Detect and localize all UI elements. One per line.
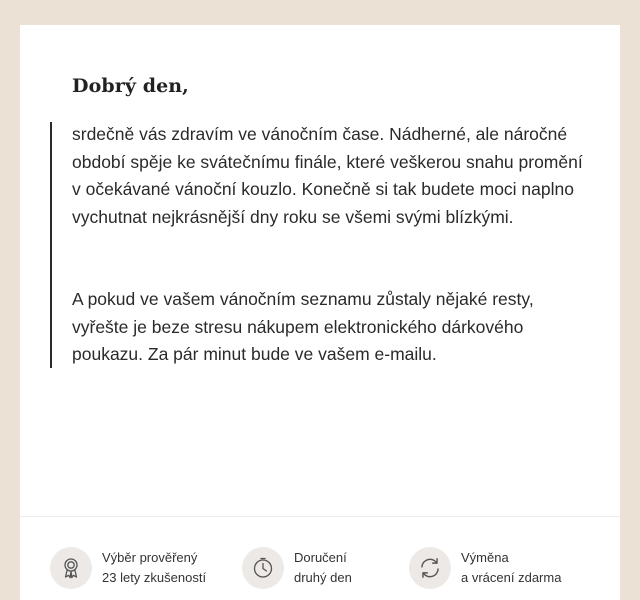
email-card xyxy=(20,25,620,600)
footer-divider xyxy=(20,516,620,517)
feature-title: Doručení xyxy=(294,550,347,565)
feature-subtitle: druhý den xyxy=(294,570,352,585)
greeting-heading: Dobrý den, xyxy=(72,75,189,97)
clock-icon xyxy=(242,547,284,589)
refresh-arrows-icon xyxy=(409,547,451,589)
feature-subtitle: 23 lety zkušeností xyxy=(102,570,207,585)
message-quote-block xyxy=(50,122,583,368)
feature-title: Výběr prověřený xyxy=(102,550,198,565)
feature-delivery xyxy=(242,545,352,591)
message-paragraph: A pokud ve vašem vánočním seznamu zůstaly nějaké resty, vyřešte je beze stresu nákupem elektronického dárkového poukazu. Za pár minut bude ve vašem e-mailu. xyxy=(72,289,534,364)
feature-subtitle: a vrácení zdarma xyxy=(461,570,562,585)
feature-returns xyxy=(409,545,561,591)
feature-selection xyxy=(50,545,206,591)
message-paragraph: srdečně vás zdravím ve vánočním čase. Nádherné, ale náročné období spěje ke svátečnímu finále, které veškerou snahu promění v očekávané vánoční kouzlo. Konečně si tak budete moci naplno vychutnat nejkrásnější dny roku se všemi svými blízkými. xyxy=(72,124,583,227)
award-ribbon-icon xyxy=(50,547,92,589)
feature-title: Výměna xyxy=(461,550,509,565)
